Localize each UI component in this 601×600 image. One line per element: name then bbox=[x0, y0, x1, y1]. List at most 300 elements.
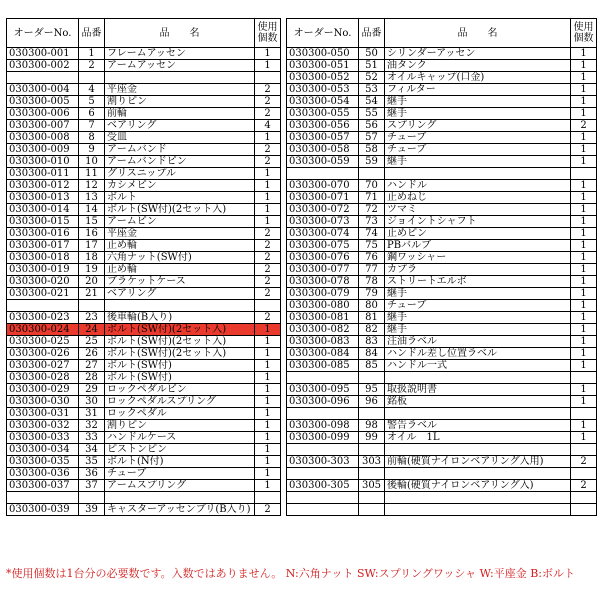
part-no-cell: 6 bbox=[79, 108, 105, 120]
qty-cell: 1 bbox=[571, 252, 597, 264]
part-no-cell: 26 bbox=[79, 348, 105, 360]
table-row bbox=[7, 468, 281, 480]
part-no-cell: 24 bbox=[79, 324, 105, 336]
order-no-cell: 030300-001 bbox=[7, 48, 79, 60]
order-no-cell: 030300-009 bbox=[7, 144, 79, 156]
order-no-cell bbox=[287, 372, 359, 384]
qty-cell: 1 bbox=[255, 168, 281, 180]
qty-cell: 2 bbox=[255, 252, 281, 264]
order-no-cell: 030300-037 bbox=[7, 480, 79, 492]
part-name-cell: ロックペダルピン bbox=[105, 384, 255, 396]
order-no-cell: 030300-025 bbox=[7, 336, 79, 348]
order-no-cell bbox=[287, 444, 359, 456]
table-row bbox=[287, 132, 597, 144]
part-no-cell: 303 bbox=[359, 456, 385, 468]
qty-cell: 1 bbox=[255, 420, 281, 432]
table-row bbox=[7, 60, 281, 72]
header-part-no: 品番 bbox=[79, 19, 105, 48]
part-name-cell: ボルト(SW付) bbox=[105, 372, 255, 384]
part-name-cell bbox=[385, 444, 571, 456]
part-name-cell: 止め輪 bbox=[105, 264, 255, 276]
order-no-cell bbox=[287, 492, 359, 504]
order-no-cell: 030300-078 bbox=[287, 276, 359, 288]
qty-cell: 2 bbox=[255, 504, 281, 516]
table-row bbox=[287, 480, 597, 492]
order-no-cell: 030300-005 bbox=[7, 96, 79, 108]
order-no-cell bbox=[287, 168, 359, 180]
qty-cell: 1 bbox=[255, 384, 281, 396]
order-no-cell: 030300-057 bbox=[287, 132, 359, 144]
table-row bbox=[287, 504, 597, 516]
order-no-cell: 030300-076 bbox=[287, 252, 359, 264]
part-no-cell: 58 bbox=[359, 144, 385, 156]
part-no-cell bbox=[359, 408, 385, 420]
table-row bbox=[7, 444, 281, 456]
part-name-cell: 継手 bbox=[385, 324, 571, 336]
part-name-cell bbox=[105, 300, 255, 312]
table-row bbox=[287, 156, 597, 168]
qty-cell: 1 bbox=[255, 432, 281, 444]
qty-cell: 1 bbox=[571, 396, 597, 408]
part-name-cell: 継手 bbox=[385, 96, 571, 108]
part-name-cell: ベアリング bbox=[105, 288, 255, 300]
part-no-cell: 95 bbox=[359, 384, 385, 396]
header-qty-line2: 個数 bbox=[257, 33, 278, 44]
part-name-cell bbox=[105, 72, 255, 84]
qty-cell bbox=[571, 492, 597, 504]
qty-cell bbox=[571, 468, 597, 480]
table-row bbox=[287, 324, 597, 336]
part-no-cell: 78 bbox=[359, 276, 385, 288]
part-name-cell: ハンドル bbox=[385, 180, 571, 192]
order-no-cell: 030300-019 bbox=[7, 264, 79, 276]
part-no-cell: 77 bbox=[359, 264, 385, 276]
order-no-cell: 030300-055 bbox=[287, 108, 359, 120]
qty-cell: 1 bbox=[571, 432, 597, 444]
part-no-cell: 74 bbox=[359, 228, 385, 240]
order-no-cell: 030300-024 bbox=[7, 324, 79, 336]
part-no-cell: 29 bbox=[79, 384, 105, 396]
qty-cell: 1 bbox=[571, 108, 597, 120]
table-row bbox=[287, 372, 597, 384]
order-no-cell: 030300-096 bbox=[287, 396, 359, 408]
part-name-cell: ピストンピン bbox=[105, 444, 255, 456]
qty-cell bbox=[255, 72, 281, 84]
part-name-cell: PBバルブ bbox=[385, 240, 571, 252]
order-no-cell: 030300-010 bbox=[7, 156, 79, 168]
qty-cell: 2 bbox=[255, 228, 281, 240]
table-row bbox=[287, 276, 597, 288]
part-name-cell: ハンドル一式 bbox=[385, 360, 571, 372]
part-no-cell: 79 bbox=[359, 288, 385, 300]
qty-cell: 1 bbox=[571, 180, 597, 192]
part-name-cell: キャスターアッセンブリ(B入り) bbox=[105, 504, 255, 516]
part-no-cell: 56 bbox=[359, 120, 385, 132]
part-no-cell: 19 bbox=[79, 264, 105, 276]
qty-cell: 2 bbox=[255, 288, 281, 300]
part-no-cell: 33 bbox=[79, 432, 105, 444]
table-row bbox=[7, 204, 281, 216]
table-row bbox=[287, 360, 597, 372]
part-no-cell: 30 bbox=[79, 396, 105, 408]
part-name-cell: ストリートエルボ bbox=[385, 276, 571, 288]
part-no-cell: 20 bbox=[79, 276, 105, 288]
order-no-cell: 030300-036 bbox=[7, 468, 79, 480]
order-no-cell: 030300-054 bbox=[287, 96, 359, 108]
part-name-cell: 継手 bbox=[385, 108, 571, 120]
part-no-cell bbox=[359, 168, 385, 180]
table-row bbox=[287, 60, 597, 72]
header-qty-line2: 個数 bbox=[573, 33, 594, 44]
part-no-cell: 85 bbox=[359, 360, 385, 372]
part-name-cell bbox=[385, 468, 571, 480]
table-row bbox=[7, 372, 281, 384]
part-name-cell: ボルト(SW付)(2セット入) bbox=[105, 204, 255, 216]
table-row bbox=[7, 108, 281, 120]
order-no-cell: 030300-081 bbox=[287, 312, 359, 324]
part-name-cell: カプラ bbox=[385, 264, 571, 276]
part-no-cell: 10 bbox=[79, 156, 105, 168]
order-no-cell: 030300-018 bbox=[7, 252, 79, 264]
order-no-cell: 030300-071 bbox=[287, 192, 359, 204]
part-no-cell: 73 bbox=[359, 216, 385, 228]
part-name-cell: チューブ bbox=[385, 300, 571, 312]
part-name-cell: オイルキャップ(口金) bbox=[385, 72, 571, 84]
part-name-cell: アームアッセン bbox=[105, 60, 255, 72]
qty-cell: 2 bbox=[255, 276, 281, 288]
qty-cell: 2 bbox=[255, 108, 281, 120]
order-no-cell: 030300-303 bbox=[287, 456, 359, 468]
qty-cell: 1 bbox=[255, 180, 281, 192]
qty-cell: 1 bbox=[255, 468, 281, 480]
order-no-cell: 030300-070 bbox=[287, 180, 359, 192]
part-name-cell: 受皿 bbox=[105, 132, 255, 144]
table-row bbox=[7, 216, 281, 228]
order-no-cell: 030300-056 bbox=[287, 120, 359, 132]
part-no-cell: 80 bbox=[359, 300, 385, 312]
qty-cell: 2 bbox=[255, 156, 281, 168]
part-name-cell: シリンダーアッセン bbox=[385, 48, 571, 60]
qty-cell: 1 bbox=[571, 348, 597, 360]
order-no-cell: 030300-006 bbox=[7, 108, 79, 120]
qty-cell: 1 bbox=[571, 144, 597, 156]
qty-cell: 1 bbox=[255, 348, 281, 360]
part-name-cell: グリスニップル bbox=[105, 168, 255, 180]
table-row bbox=[7, 348, 281, 360]
table-row bbox=[287, 216, 597, 228]
part-name-cell: ロックペダル bbox=[105, 408, 255, 420]
qty-cell: 1 bbox=[571, 48, 597, 60]
header-row bbox=[7, 19, 281, 48]
order-no-cell bbox=[287, 468, 359, 480]
order-no-cell bbox=[287, 504, 359, 516]
table-row bbox=[7, 492, 281, 504]
order-no-cell: 030300-026 bbox=[7, 348, 79, 360]
table-row bbox=[287, 252, 597, 264]
qty-cell: 1 bbox=[255, 204, 281, 216]
order-no-cell: 030300-007 bbox=[7, 120, 79, 132]
table-row bbox=[7, 240, 281, 252]
table-row bbox=[7, 120, 281, 132]
part-name-cell: 注油ラベル bbox=[385, 336, 571, 348]
part-name-cell: チューブ bbox=[385, 132, 571, 144]
table-row bbox=[287, 420, 597, 432]
part-name-cell: アームバンド bbox=[105, 144, 255, 156]
order-no-cell: 030300-305 bbox=[287, 480, 359, 492]
table-row bbox=[7, 384, 281, 396]
order-no-cell: 030300-074 bbox=[287, 228, 359, 240]
part-name-cell: 警告ラベル bbox=[385, 420, 571, 432]
part-no-cell: 52 bbox=[359, 72, 385, 84]
header-qty-line1: 使用 bbox=[573, 22, 594, 33]
qty-cell: 2 bbox=[571, 120, 597, 132]
qty-cell: 1 bbox=[571, 420, 597, 432]
qty-cell: 1 bbox=[571, 192, 597, 204]
qty-cell: 2 bbox=[255, 312, 281, 324]
table-row bbox=[7, 276, 281, 288]
part-no-cell bbox=[359, 468, 385, 480]
header-part-no: 品番 bbox=[359, 19, 385, 48]
qty-cell: 4 bbox=[255, 120, 281, 132]
part-name-cell: 継手 bbox=[385, 288, 571, 300]
part-name-cell: 平座金 bbox=[105, 228, 255, 240]
part-no-cell bbox=[79, 300, 105, 312]
table-row bbox=[287, 396, 597, 408]
parts-table-left bbox=[6, 18, 281, 516]
part-no-cell: 99 bbox=[359, 432, 385, 444]
part-name-cell bbox=[385, 492, 571, 504]
qty-cell: 1 bbox=[571, 240, 597, 252]
part-name-cell: ボルト(SW付)(2セット入) bbox=[105, 324, 255, 336]
table-row bbox=[7, 324, 281, 336]
order-no-cell: 030300-027 bbox=[7, 360, 79, 372]
qty-cell: 1 bbox=[571, 324, 597, 336]
part-no-cell: 32 bbox=[79, 420, 105, 432]
table-row bbox=[287, 336, 597, 348]
part-no-cell: 17 bbox=[79, 240, 105, 252]
qty-cell: 1 bbox=[571, 228, 597, 240]
qty-cell: 1 bbox=[571, 72, 597, 84]
order-no-cell: 030300-058 bbox=[287, 144, 359, 156]
table-row bbox=[7, 504, 281, 516]
qty-cell: 1 bbox=[571, 336, 597, 348]
qty-cell: 1 bbox=[255, 132, 281, 144]
table-row bbox=[7, 432, 281, 444]
part-no-cell: 305 bbox=[359, 480, 385, 492]
qty-cell: 1 bbox=[255, 456, 281, 468]
part-no-cell: 8 bbox=[79, 132, 105, 144]
part-name-cell: 後車輪(B入り) bbox=[105, 312, 255, 324]
qty-cell: 1 bbox=[255, 192, 281, 204]
table-row bbox=[7, 192, 281, 204]
part-no-cell: 82 bbox=[359, 324, 385, 336]
part-no-cell: 57 bbox=[359, 132, 385, 144]
order-no-cell: 030300-032 bbox=[7, 420, 79, 432]
qty-cell: 2 bbox=[255, 144, 281, 156]
header-qty bbox=[255, 19, 281, 48]
qty-cell bbox=[255, 492, 281, 504]
order-no-cell: 030300-072 bbox=[287, 204, 359, 216]
qty-cell: 2 bbox=[255, 84, 281, 96]
part-name-cell: アームピン bbox=[105, 216, 255, 228]
table-row bbox=[7, 252, 281, 264]
table-row bbox=[287, 144, 597, 156]
part-no-cell: 53 bbox=[359, 84, 385, 96]
qty-cell: 1 bbox=[571, 216, 597, 228]
table-row bbox=[7, 144, 281, 156]
table-row bbox=[287, 96, 597, 108]
table-row bbox=[287, 108, 597, 120]
part-no-cell: 51 bbox=[359, 60, 385, 72]
part-no-cell: 83 bbox=[359, 336, 385, 348]
order-no-cell: 030300-051 bbox=[287, 60, 359, 72]
order-no-cell: 030300-002 bbox=[7, 60, 79, 72]
qty-cell: 1 bbox=[571, 360, 597, 372]
part-name-cell: 後輪(硬質ナイロンベアリング入) bbox=[385, 480, 571, 492]
part-no-cell: 25 bbox=[79, 336, 105, 348]
qty-cell: 1 bbox=[255, 216, 281, 228]
part-no-cell bbox=[359, 492, 385, 504]
part-name-cell: 止めピン bbox=[385, 228, 571, 240]
order-no-cell bbox=[7, 72, 79, 84]
part-no-cell: 5 bbox=[79, 96, 105, 108]
table-row bbox=[7, 156, 281, 168]
part-no-cell bbox=[79, 72, 105, 84]
header-order-no: オーダーNo. bbox=[7, 19, 79, 48]
table-row bbox=[7, 360, 281, 372]
order-no-cell: 030300-028 bbox=[7, 372, 79, 384]
qty-cell: 1 bbox=[571, 384, 597, 396]
table-row bbox=[7, 480, 281, 492]
order-no-cell: 030300-050 bbox=[287, 48, 359, 60]
part-name-cell: カシメピン bbox=[105, 180, 255, 192]
qty-cell: 1 bbox=[255, 408, 281, 420]
header-name: 品 名 bbox=[105, 19, 255, 48]
order-no-cell bbox=[287, 408, 359, 420]
order-no-cell: 030300-098 bbox=[287, 420, 359, 432]
order-no-cell: 030300-008 bbox=[7, 132, 79, 144]
part-no-cell: 35 bbox=[79, 456, 105, 468]
table-row bbox=[287, 72, 597, 84]
part-no-cell: 81 bbox=[359, 312, 385, 324]
part-no-cell: 28 bbox=[79, 372, 105, 384]
part-name-cell: 銘板 bbox=[385, 396, 571, 408]
qty-cell bbox=[571, 444, 597, 456]
part-name-cell: 継手 bbox=[385, 312, 571, 324]
part-no-cell: 84 bbox=[359, 348, 385, 360]
part-no-cell: 34 bbox=[79, 444, 105, 456]
part-no-cell: 14 bbox=[79, 204, 105, 216]
order-no-cell: 030300-075 bbox=[287, 240, 359, 252]
part-no-cell: 55 bbox=[359, 108, 385, 120]
part-name-cell: 止め輪 bbox=[105, 240, 255, 252]
table-row bbox=[287, 204, 597, 216]
part-name-cell: ジョイントシャフト bbox=[385, 216, 571, 228]
order-no-cell: 030300-099 bbox=[287, 432, 359, 444]
qty-cell: 1 bbox=[571, 132, 597, 144]
part-name-cell: 継手 bbox=[385, 156, 571, 168]
qty-cell: 1 bbox=[571, 288, 597, 300]
part-name-cell: 前輪(硬質ナイロンベアリング入用) bbox=[385, 456, 571, 468]
order-no-cell: 030300-085 bbox=[287, 360, 359, 372]
table-row bbox=[287, 228, 597, 240]
order-no-cell bbox=[7, 492, 79, 504]
order-no-cell: 030300-084 bbox=[287, 348, 359, 360]
part-no-cell: 71 bbox=[359, 192, 385, 204]
qty-cell: 1 bbox=[571, 300, 597, 312]
order-no-cell: 030300-080 bbox=[287, 300, 359, 312]
part-no-cell: 13 bbox=[79, 192, 105, 204]
part-name-cell: 割りピン bbox=[105, 96, 255, 108]
part-name-cell bbox=[105, 492, 255, 504]
table-row bbox=[7, 456, 281, 468]
table-row bbox=[7, 408, 281, 420]
table-row bbox=[7, 312, 281, 324]
order-no-cell: 030300-095 bbox=[287, 384, 359, 396]
part-name-cell: 割りピン bbox=[105, 420, 255, 432]
order-no-cell: 030300-052 bbox=[287, 72, 359, 84]
part-name-cell bbox=[385, 168, 571, 180]
order-no-cell bbox=[7, 300, 79, 312]
part-name-cell bbox=[385, 372, 571, 384]
qty-cell bbox=[571, 504, 597, 516]
header-name: 品 名 bbox=[385, 19, 571, 48]
part-no-cell: 1 bbox=[79, 48, 105, 60]
qty-cell: 1 bbox=[255, 336, 281, 348]
qty-cell: 1 bbox=[571, 60, 597, 72]
order-no-cell: 030300-016 bbox=[7, 228, 79, 240]
part-no-cell: 18 bbox=[79, 252, 105, 264]
part-no-cell: 98 bbox=[359, 420, 385, 432]
part-no-cell: 27 bbox=[79, 360, 105, 372]
part-name-cell: 六角ナット(SW付) bbox=[105, 252, 255, 264]
table-row bbox=[287, 384, 597, 396]
order-no-cell: 030300-021 bbox=[7, 288, 79, 300]
part-name-cell: ボルト(N付) bbox=[105, 456, 255, 468]
part-no-cell: 59 bbox=[359, 156, 385, 168]
qty-cell: 2 bbox=[571, 456, 597, 468]
part-no-cell: 11 bbox=[79, 168, 105, 180]
part-no-cell: 54 bbox=[359, 96, 385, 108]
qty-cell: 2 bbox=[255, 96, 281, 108]
table-row bbox=[7, 288, 281, 300]
header-order-no: オーダーNo. bbox=[287, 19, 359, 48]
part-name-cell: ベアリング bbox=[105, 120, 255, 132]
order-no-cell: 030300-073 bbox=[287, 216, 359, 228]
part-name-cell: ボルト bbox=[105, 192, 255, 204]
qty-cell: 1 bbox=[571, 312, 597, 324]
table-row bbox=[7, 84, 281, 96]
part-name-cell: ブラケットケース bbox=[105, 276, 255, 288]
qty-cell: 1 bbox=[255, 444, 281, 456]
part-no-cell: 7 bbox=[79, 120, 105, 132]
qty-cell: 1 bbox=[571, 96, 597, 108]
table-row bbox=[7, 180, 281, 192]
qty-cell: 2 bbox=[255, 264, 281, 276]
order-no-cell: 030300-083 bbox=[287, 336, 359, 348]
part-no-cell: 37 bbox=[79, 480, 105, 492]
table-row bbox=[287, 312, 597, 324]
qty-cell: 1 bbox=[255, 396, 281, 408]
qty-cell: 1 bbox=[255, 372, 281, 384]
table-row bbox=[7, 300, 281, 312]
table-row bbox=[287, 300, 597, 312]
order-no-cell: 030300-030 bbox=[7, 396, 79, 408]
table-row bbox=[287, 240, 597, 252]
qty-cell: 1 bbox=[571, 84, 597, 96]
part-no-cell: 9 bbox=[79, 144, 105, 156]
part-no-cell: 70 bbox=[359, 180, 385, 192]
